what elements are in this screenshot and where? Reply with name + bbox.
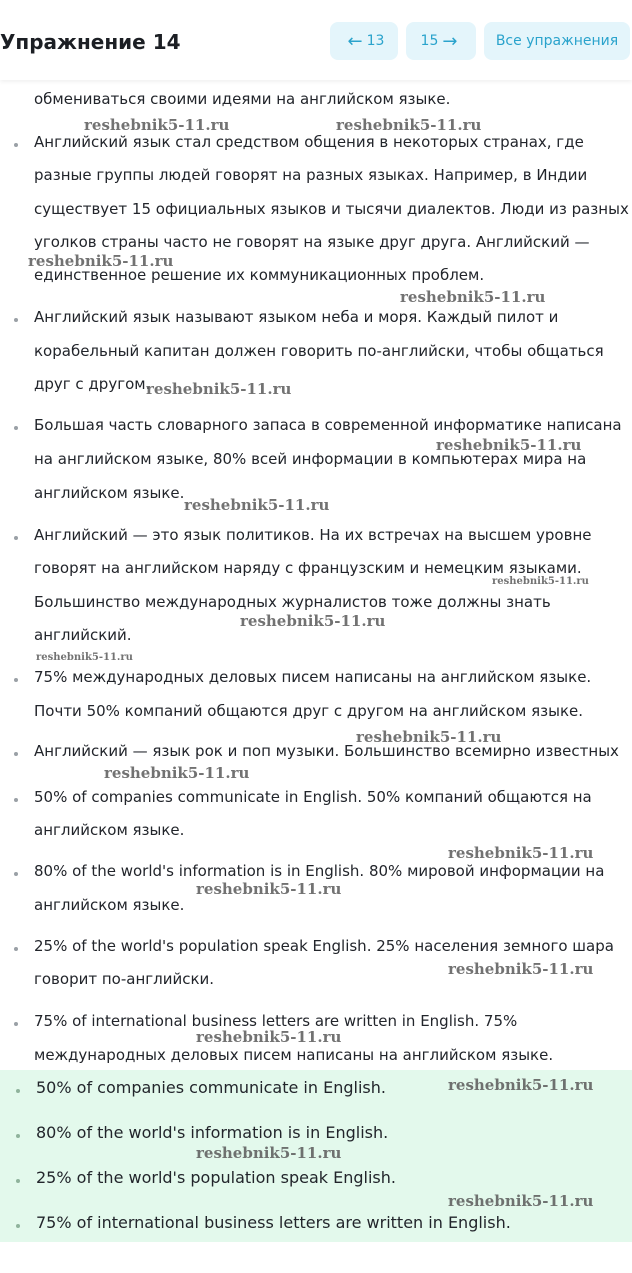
text-line: Почти 50% компаний общаются друг с другом на английском языке. [34, 702, 584, 720]
watermark: reshebnik5-11.ru [196, 880, 342, 898]
text-line: говорит по-английски. [34, 970, 215, 988]
answer-line: 75% of international business letters are written in English. [36, 1213, 511, 1232]
list-bullet [14, 947, 18, 951]
text-line: 25% of the world's population speak English. 25% населения земного шара [34, 937, 614, 955]
text-line: 75% международных деловых писем написаны на английском языке. [34, 668, 592, 686]
text-line: говорят на английском наряду с французским и немецким языками. [34, 559, 582, 577]
list-bullet [16, 1089, 20, 1093]
answer-line: 25% of the world's population speak English. [36, 1168, 396, 1187]
next-exercise-label: 15 [420, 33, 439, 49]
text-line: Английский язык стал средством общения в некоторых странах, где [34, 133, 584, 151]
watermark: reshebnik5-11.ru [400, 288, 546, 306]
text-line: Большая часть словарного запаса в современной информатике написана [34, 416, 622, 434]
watermark: reshebnik5-11.ru [28, 252, 174, 270]
list-bullet [14, 318, 18, 322]
text-line: 50% of companies communicate in English. 50% компаний общаются на [34, 788, 592, 806]
text-line: Английский — это язык политиков. На их встречах на высшем уровне [34, 526, 592, 544]
next-exercise-button[interactable] [406, 22, 476, 60]
watermark: reshebnik5-11.ru [104, 764, 250, 782]
answer-line: 50% of companies communicate in English. [36, 1078, 386, 1097]
list-bullet [16, 1179, 20, 1183]
text-line: английском языке. [34, 821, 185, 839]
text-line: на английском языке, 80% всей информации в компьютерах мира на [34, 450, 587, 468]
watermark: reshebnik5-11.ru [448, 1192, 594, 1210]
text-line: английском языке. [34, 484, 185, 502]
list-bullet [14, 536, 18, 540]
text-line: обмениваться своими идеями на английском языке. [34, 90, 451, 108]
list-bullet [16, 1134, 20, 1138]
watermark: reshebnik5-11.ru [356, 728, 502, 746]
list-bullet [14, 752, 18, 756]
watermark: reshebnik5-11.ru [84, 116, 230, 134]
text-line: Английский язык называют языком неба и моря. Каждый пилот и [34, 308, 559, 326]
text-line: международных деловых писем написаны на английском языке. [34, 1046, 554, 1064]
watermark: reshebnik5-11.ru [184, 496, 330, 514]
watermark: reshebnik5-11.ru [146, 380, 292, 398]
arrow-right-icon: → [442, 30, 458, 52]
answer-line: 80% of the world's information is in English. [36, 1123, 389, 1142]
text-line: существует 15 официальных языков и тысячи диалектов. Люди из разных [34, 200, 629, 218]
text-line: Английский — язык рок и поп музыки. Большинство всемирно известных [34, 742, 619, 760]
watermark: reshebnik5-11.ru [196, 1144, 342, 1162]
header [0, 0, 632, 80]
list-bullet [14, 872, 18, 876]
list-bullet [14, 798, 18, 802]
watermark: reshebnik5-11.ru [196, 1028, 342, 1046]
text-line: английский. [34, 626, 132, 644]
text-line: 75% of international business letters are written in English. 75% [34, 1012, 518, 1030]
list-bullet [14, 678, 18, 682]
text-line: единственное решение их коммуникационных проблем. [34, 266, 485, 284]
text-line: корабельный капитан должен говорить по-английски, чтобы общаться [34, 342, 604, 360]
watermark: reshebnik5-11.ru [448, 1076, 594, 1094]
watermark: reshebnik5-11.ru [336, 116, 482, 134]
text-line: друг с другом. [34, 375, 151, 393]
list-bullet [14, 426, 18, 430]
page-title: Упражнение 14 [0, 30, 181, 54]
watermark: reshebnik5-11.ru [448, 844, 594, 862]
list-bullet [14, 143, 18, 147]
watermark: reshebnik5-11.ru [492, 576, 589, 587]
list-bullet [14, 1022, 18, 1026]
all-exercises-button[interactable]: Все упражнения [484, 22, 630, 60]
watermark: reshebnik5-11.ru [240, 612, 386, 630]
watermark: reshebnik5-11.ru [448, 960, 594, 978]
arrow-left-icon: ← [347, 30, 363, 52]
watermark: reshebnik5-11.ru [36, 652, 133, 663]
prev-exercise-button[interactable] [330, 22, 398, 60]
text-line: разные группы людей говорят на разных языках. Например, в Индии [34, 166, 588, 184]
prev-exercise-label: 13 [366, 33, 385, 49]
text-line: уголков страны часто не говорят на языке друг друга. Английский — [34, 233, 590, 251]
text-line: 80% of the world's information is in English. 80% мировой информации на [34, 862, 605, 880]
text-line: Большинство международных журналистов тоже должны знать [34, 593, 551, 611]
watermark: reshebnik5-11.ru [436, 436, 582, 454]
list-bullet [16, 1224, 20, 1228]
text-line: английском языке. [34, 896, 185, 914]
